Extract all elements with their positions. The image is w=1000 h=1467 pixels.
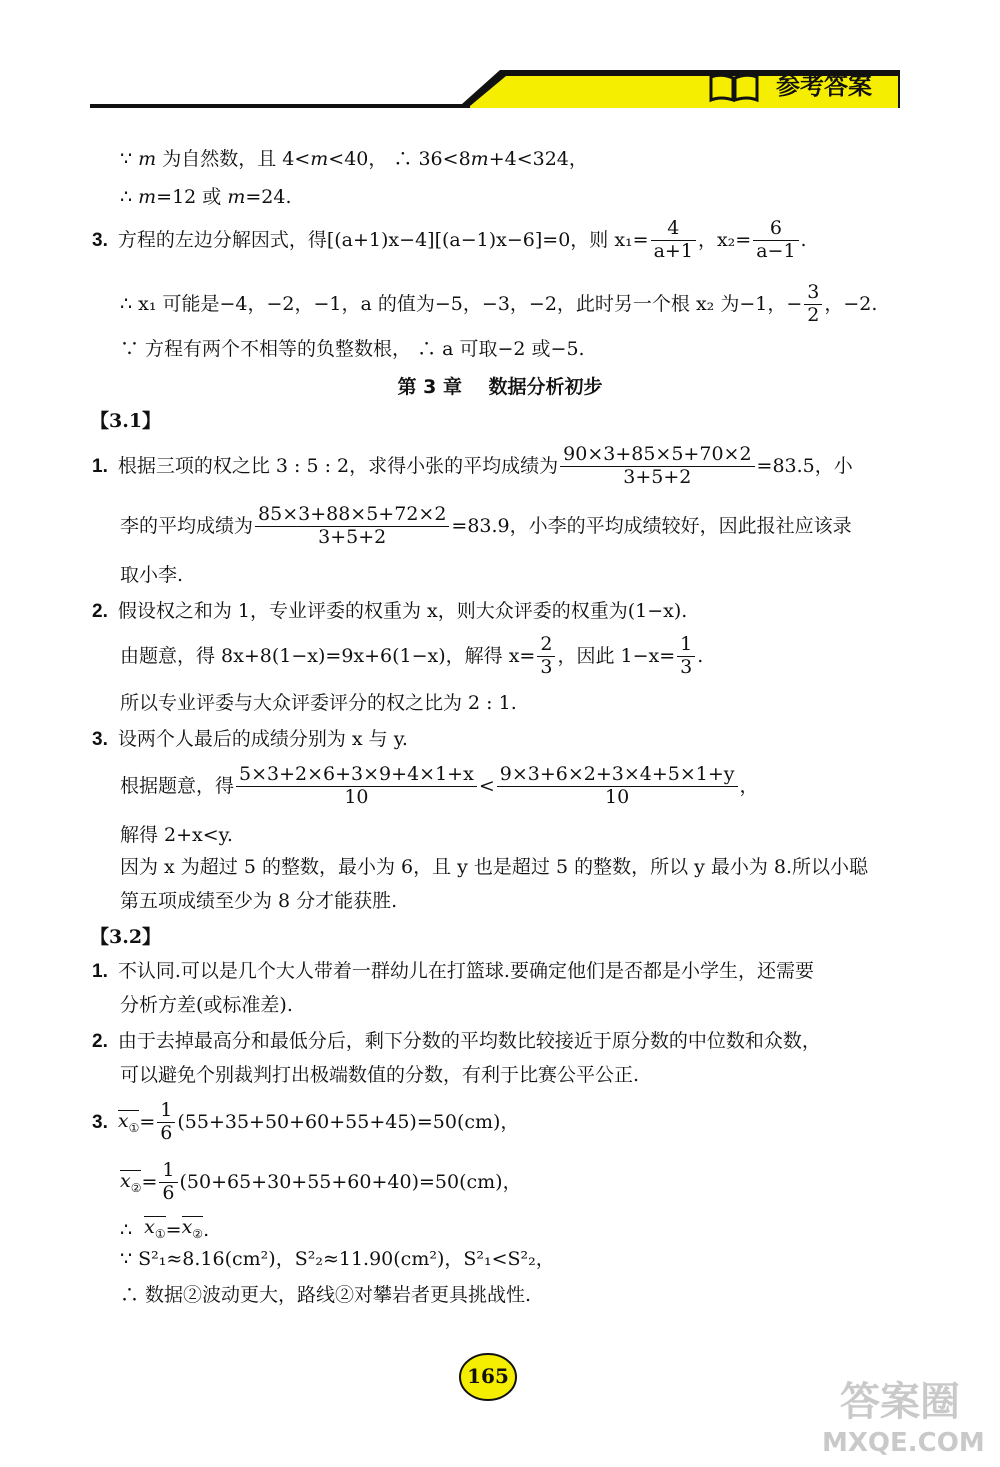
s32-q3-line4: ∵ S²₁≈8.16(cm²)，S²₂≈11.90(cm²)，S²₁<S²₂， <box>120 1248 555 1270</box>
header-title: 参考答案 <box>776 72 872 100</box>
s31-q3-line1: 3. 设两个人最后的成绩分别为 x 与 y. <box>92 728 408 750</box>
line-5: ∵ 方程有两个不相等的负整数根， ∴ a 可取−2 或−5. <box>120 338 585 360</box>
fraction: $\frac{90\times 3+85\times 5+70\times 2}{3+5+2}$ <box>560 444 754 489</box>
watermark-url: MXQE.COM <box>822 1428 985 1458</box>
s31-q1-line3: 取小李. <box>120 564 184 586</box>
answer-3-line: 3. 方程的左边分解因式，得[(a+1)x−4][(a−1)x−6]=0，则 x₁= $\frac{4}{a+1}$ ，x₂= $\frac{6}{a-1}$ . <box>92 217 807 262</box>
line-1: ∵ m 为自然数，且 4<m<40， ∴ 36<8m+4<324， <box>120 148 588 170</box>
s31-q3-line5: 第五项成绩至少为 8 分才能获胜. <box>120 890 398 912</box>
watermark-text: 答案圈 <box>840 1379 960 1425</box>
s32-q3-line1: 3. $x_①$ = $\frac{1}{6}$ (55+35+50+60+55+45)=50(cm)， <box>92 1099 520 1144</box>
fraction: $\frac{4}{a+1}$ <box>651 218 696 263</box>
fraction: $\frac{1}{6}$ <box>157 1100 175 1145</box>
fraction: $\frac{6}{a-1}$ <box>753 218 798 263</box>
fraction: $\frac{9\times 3+6\times 2+3\times 4+5\times 1+y}{10}$ <box>497 764 738 809</box>
fraction: $\frac{3}{2}$ <box>804 282 822 327</box>
s32-q2-line1: 2. 由于去掉最高分和最低分后，剩下分数的平均数比较接近于原分数的中位数和众数， <box>92 1030 821 1052</box>
s32-q3-line2: $x_②$ = $\frac{1}{6}$ (50+65+30+55+60+40)=50(cm)， <box>120 1159 522 1204</box>
s31-q2-line2: 由题意，得 8x+8(1−x)=9x+6(1−x)，解得 x= $\frac{2}{3}$ ，因此 1−x= $\frac{1}{3}$ . <box>120 633 704 678</box>
fraction: $\frac{2}{3}$ <box>537 634 555 679</box>
page-number: 165 <box>467 1364 509 1388</box>
s31-q2-line1: 2. 假设权之和为 1，专业评委的权重为 x，则大众评委的权重为(1−x). <box>92 600 688 622</box>
open-book-icon <box>708 73 760 103</box>
s31-q3-line2: 根据题意，得 $\frac{5\times 3+2\times 6+3\times 9+4\times 1+x}{10}$ < $\frac{9\times 3+6\times 2+3\times 4+5\times 1+y}{10}$ ， <box>120 763 759 808</box>
s31-q3-line3: 解得 2+x<y. <box>120 824 233 846</box>
fraction: $\frac{1}{6}$ <box>159 1160 177 1205</box>
fraction: $\frac{1}{3}$ <box>677 634 695 679</box>
fraction: $\frac{5\times 3+2\times 6+3\times 9+4\times 1+x}{10}$ <box>236 764 477 809</box>
s31-q3-line4: 因为 x 为超过 5 的整数，最小为 6，且 y 也是超过 5 的整数，所以 y 最小为 8.所以小聪 <box>120 856 869 878</box>
chapter-title: 第 3 章 数据分析初步 <box>397 376 603 398</box>
s32-q2-line2: 可以避免个别裁判打出极端数值的分数，有利于比赛公平公正. <box>120 1064 640 1086</box>
s32-q1-line1: 1. 不认同.可以是几个大人带着一群幼儿在打篮球.要确定他们是否都是小学生，还需要 <box>92 960 814 982</box>
s32-q3-line5: ∴ 数据②波动更大，路线②对攀岩者更具挑战性. <box>120 1284 532 1306</box>
s31-q1-line1: 1. 根据三项的权之比 3 : 5 : 2，求得小张的平均成绩为 $\frac{90\times 3+85\times 5+70\times 2}{3+5+2}$ =83.5，小 <box>92 443 853 488</box>
section-3-1-label: 【3.1】 <box>90 410 162 432</box>
section-3-2-label: 【3.2】 <box>90 926 162 948</box>
fraction: $\frac{85\times 3+88\times 5+72\times 2}{3+5+2}$ <box>255 504 449 549</box>
s31-q1-line2: 李的平均成绩为 $\frac{85\times 3+88\times 5+72\times 2}{3+5+2}$ =83.9，小李的平均成绩较好，因此报社应该录 <box>120 503 852 548</box>
line-2: ∴ m=12 或 m=24. <box>120 186 292 208</box>
s32-q3-line3: ∴ $x_①$ = $x_②$ . <box>120 1216 210 1242</box>
header-band <box>0 0 1000 120</box>
s31-q2-line3: 所以专业评委与大众评委评分的权之比为 2 : 1. <box>120 692 517 714</box>
line-4: ∴ x₁ 可能是−4，−2，−1，a 的值为−5，−3，−2，此时另一个根 x₂ 为−1，− $\frac{3}{2}$ ，−2. <box>120 281 878 326</box>
s32-q1-line2: 分析方差(或标准差). <box>120 994 293 1016</box>
